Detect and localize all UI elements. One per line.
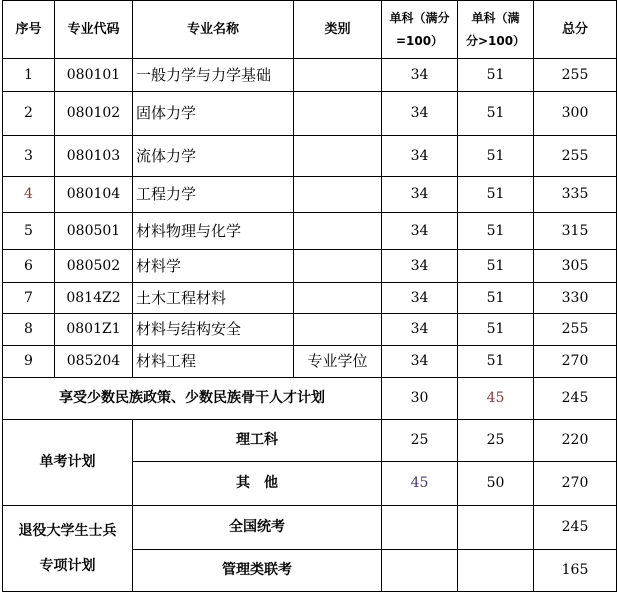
veteran-management-single-gt100 bbox=[458, 550, 534, 592]
veteran-national-single-eq100 bbox=[382, 506, 458, 550]
table-row bbox=[3, 136, 617, 177]
row-index: 2 bbox=[3, 92, 55, 136]
minority-label: 享受少数民族政策、少数民族骨干人才计划 bbox=[3, 378, 382, 420]
row-name: 材料与结构安全 bbox=[133, 314, 294, 346]
row-single-eq100: 34 bbox=[382, 346, 458, 378]
row-index: 9 bbox=[3, 346, 55, 378]
table-row bbox=[3, 346, 617, 378]
row-single-gt100: 51 bbox=[458, 213, 534, 250]
row-index: 1 bbox=[3, 59, 55, 92]
table-row bbox=[3, 314, 617, 346]
row-total: 300 bbox=[534, 92, 617, 136]
single-exam-science-label: 理工科 bbox=[133, 420, 382, 462]
row-total: 255 bbox=[534, 59, 617, 92]
table-row bbox=[3, 92, 617, 136]
row-category bbox=[294, 283, 382, 314]
row-total: 335 bbox=[534, 177, 617, 213]
row-single-eq100: 34 bbox=[382, 250, 458, 283]
row-category bbox=[294, 314, 382, 346]
row-category bbox=[294, 136, 382, 177]
row-code: 0814Z2 bbox=[55, 283, 133, 314]
row-single-gt100: 51 bbox=[458, 92, 534, 136]
row-total: 315 bbox=[534, 213, 617, 250]
row-index: 6 bbox=[3, 250, 55, 283]
row-name: 材料学 bbox=[133, 250, 294, 283]
single-exam-label: 单考计划 bbox=[3, 420, 133, 506]
header-single-gt100-line2: 分>100） bbox=[465, 33, 526, 48]
row-index: 7 bbox=[3, 283, 55, 314]
header-name: 专业名称 bbox=[133, 1, 294, 59]
table-row bbox=[3, 213, 617, 250]
row-single-eq100: 34 bbox=[382, 177, 458, 213]
table-row bbox=[3, 177, 617, 213]
table-row bbox=[3, 283, 617, 314]
header-row bbox=[3, 1, 617, 59]
row-single-gt100: 51 bbox=[458, 59, 534, 92]
row-name: 工程力学 bbox=[133, 177, 294, 213]
row-name: 材料工程 bbox=[133, 346, 294, 378]
row-index: 8 bbox=[3, 314, 55, 346]
table-row bbox=[3, 59, 617, 92]
row-single-eq100: 34 bbox=[382, 213, 458, 250]
header-total: 总分 bbox=[534, 1, 617, 59]
row-code: 080103 bbox=[55, 136, 133, 177]
single-exam-science-single-gt100: 25 bbox=[458, 420, 534, 462]
row-code: 080502 bbox=[55, 250, 133, 283]
row-name: 土木工程材料 bbox=[133, 283, 294, 314]
row-single-gt100: 51 bbox=[458, 250, 534, 283]
row-total: 330 bbox=[534, 283, 617, 314]
header-single-gt100 bbox=[458, 1, 534, 59]
row-single-eq100: 34 bbox=[382, 314, 458, 346]
row-name: 固体力学 bbox=[133, 92, 294, 136]
header-category: 类别 bbox=[294, 1, 382, 59]
single-exam-other-single-eq100: 45 bbox=[382, 462, 458, 506]
row-code: 080104 bbox=[55, 177, 133, 213]
single-exam-science-single-eq100: 25 bbox=[382, 420, 458, 462]
single-exam-science-total: 220 bbox=[534, 420, 617, 462]
row-total: 255 bbox=[534, 314, 617, 346]
single-exam-science-row bbox=[3, 420, 617, 462]
row-category: 专业学位 bbox=[294, 346, 382, 378]
row-index: 4 bbox=[3, 177, 55, 213]
score-table bbox=[2, 0, 617, 592]
veteran-national-row bbox=[3, 506, 617, 550]
veteran-national-label: 全国统考 bbox=[133, 506, 382, 550]
row-category bbox=[294, 250, 382, 283]
minority-single-gt100: 45 bbox=[458, 378, 534, 420]
veteran-management-total: 165 bbox=[534, 550, 617, 592]
veteran-national-total: 245 bbox=[534, 506, 617, 550]
veteran-national-single-gt100 bbox=[458, 506, 534, 550]
minority-single-eq100: 30 bbox=[382, 378, 458, 420]
row-single-gt100: 51 bbox=[458, 314, 534, 346]
table-row bbox=[3, 250, 617, 283]
row-index: 3 bbox=[3, 136, 55, 177]
header-single-eq100 bbox=[382, 1, 458, 59]
row-single-eq100: 34 bbox=[382, 136, 458, 177]
row-single-eq100: 34 bbox=[382, 283, 458, 314]
row-name: 一般力学与力学基础 bbox=[133, 59, 294, 92]
row-category bbox=[294, 59, 382, 92]
row-single-gt100: 51 bbox=[458, 283, 534, 314]
single-exam-other-label: 其 他 bbox=[133, 462, 382, 506]
veteran-management-single-eq100 bbox=[382, 550, 458, 592]
row-category bbox=[294, 213, 382, 250]
row-category bbox=[294, 92, 382, 136]
row-name: 流体力学 bbox=[133, 136, 294, 177]
row-code: 080101 bbox=[55, 59, 133, 92]
row-code: 085204 bbox=[55, 346, 133, 378]
row-code: 080501 bbox=[55, 213, 133, 250]
row-code: 080102 bbox=[55, 92, 133, 136]
minority-row bbox=[3, 378, 617, 420]
row-total: 270 bbox=[534, 346, 617, 378]
row-single-gt100: 51 bbox=[458, 177, 534, 213]
single-exam-other-single-gt100: 50 bbox=[458, 462, 534, 506]
veteran-label bbox=[3, 506, 133, 592]
row-single-gt100: 51 bbox=[458, 346, 534, 378]
header-single-gt100-line1: 单科（满 bbox=[471, 10, 520, 25]
row-name: 材料物理与化学 bbox=[133, 213, 294, 250]
single-exam-other-total: 270 bbox=[534, 462, 617, 506]
minority-total: 245 bbox=[534, 378, 617, 420]
veteran-label-line1: 退役大学生士兵 bbox=[18, 522, 117, 539]
row-total: 255 bbox=[534, 136, 617, 177]
row-single-gt100: 51 bbox=[458, 136, 534, 177]
row-total: 305 bbox=[534, 250, 617, 283]
header-code: 专业代码 bbox=[55, 1, 133, 59]
veteran-label-line2: 专项计划 bbox=[39, 557, 96, 574]
row-index: 5 bbox=[3, 213, 55, 250]
header-single-eq100-line1: 单科（满分 bbox=[389, 10, 450, 25]
row-code: 0801Z1 bbox=[55, 314, 133, 346]
header-single-eq100-line2: =100） bbox=[395, 33, 444, 48]
veteran-management-label: 管理类联考 bbox=[133, 550, 382, 592]
row-category bbox=[294, 177, 382, 213]
header-index: 序号 bbox=[3, 1, 55, 59]
row-single-eq100: 34 bbox=[382, 92, 458, 136]
row-single-eq100: 34 bbox=[382, 59, 458, 92]
